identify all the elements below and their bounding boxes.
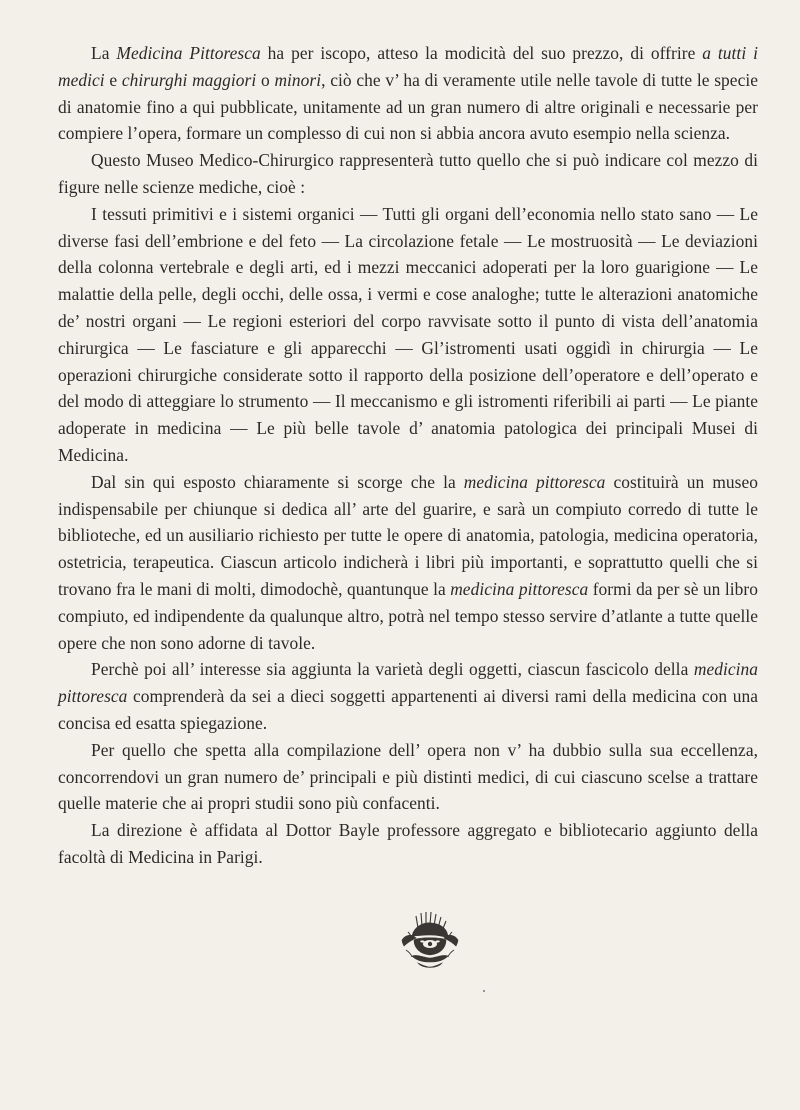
paragraph-text: La [91, 43, 117, 63]
book-title: medicina pittoresca [463, 471, 606, 492]
paragraph-text: formi da per sè un libro compiuto, ed indipendente da qualunque altro, potrà nel tempo stesso servire d’atlante a tutte quelle opere che non sono adorne di tavole. [58, 578, 758, 653]
paragraph-compilation: Per quello che spetta alla compilazione dell’ opera non v’ ha dubbio sulla sua eccellenza, concorrendovi un gran numero de’ principali e più distinti medici, di cui ciascuno scelse a trattare quelle materie che ai propri studii sono più confacenti. [58, 739, 758, 814]
document-body [58, 40, 758, 871]
paragraph-text: ha per iscopo, atteso la modicità del suo prezzo, di offrire [260, 43, 703, 63]
emphasis-text: chirurghi maggiori [121, 69, 257, 90]
paragraph-variety [58, 656, 758, 736]
emphasis-text: a tutti i medici [58, 43, 758, 90]
emphasis-text: minori [274, 69, 322, 90]
paragraph-contents-list: I tessuti primitivi e i sistemi organici — Tutti gli organi dell’economia nello stato sano — Le diverse fasi dell’embrione e del feto — La circolazione fetale — Le mostruosità — Le deviazioni della colonna vertebrale e degli arti, ed i mezzi meccanici adoperati per la loro guarigione — Le malattie della pelle, degli occhi, delle ossa, i vermi e cose analoghe; tutte le alterazioni anatomiche de’ nostri organi — Le regioni esteriori del corpo ravvisate sotto il punto di vista dell’anatomia chirurgica — Le fasciature e gli apparecchi — Gl’istromenti usati oggidì in chirurgia — Le operazioni chirurgiche considerate sotto il rapporto della posizione dell’operatore e dell’operato e del modo di atteggiare lo strumento — Il meccanismo e gli istromenti riferibili ai parti — Le piante adoperate in medicina — Le più belle tavole d’ anatomia patologica dei principali Musei di Medicina. [58, 203, 758, 465]
ink-speck [483, 990, 485, 992]
paragraph-text: Perchè poi all’ interesse sia aggiunta la varietà degli oggetti, ciascun fascicolo della [91, 659, 694, 680]
paragraph-intro [58, 40, 758, 147]
paragraph-text: Dal sin qui esposto chiaramente si scorge che la [91, 471, 464, 492]
paragraph-text: o [256, 69, 275, 90]
vignette-ornament-icon [398, 910, 462, 972]
paragraph-museum: Questo Museo Medico-Chirurgico rappresenterà tutto quello che si può indicare col mezzo di figure nelle scienze mediche, cioè : [58, 150, 758, 197]
paragraph-text: e [104, 69, 122, 90]
paragraph-text: costituirà un museo indispensabile per chiunque si dedica all’ arte del guarire, e sarà un compiuto corredo di tutte le biblioteche, ed un ausiliario richiesto per tutte le opere di anatomia, patologia, medicina operatoria, ostetricia, terapeutica. Ciascun articolo indicherà i libri più importanti, e soprattutto quelli che si trovano fra le mani di molti, dimodochè, quantunque la [58, 471, 758, 599]
paragraph-purpose [58, 469, 758, 657]
book-title: Medicina Pittoresca [116, 43, 261, 63]
book-title: medicina pittoresca [450, 578, 589, 599]
book-title: medicina pittoresca [58, 659, 758, 707]
paragraph-text: , ciò che v’ ha di veramente utile nelle tavole di tutte le specie di anatomie fino a qui pubblicate, unitamente ad un gran numero di altre originali e necessarie per compiere l’opera, formare un complesso di cui non si abbia ancora avuto esempio nella scienza. [58, 69, 758, 144]
paragraph-direction: La direzione è affidata al Dottor Bayle professore aggregato e bibliotecario aggiunto della facoltà di Medicina in Parigi. [58, 820, 758, 867]
paragraph-text: comprenderà da sei a dieci soggetti appartenenti ai diversi rami della medicina con una concisa ed esatta spiegazione. [58, 686, 758, 733]
